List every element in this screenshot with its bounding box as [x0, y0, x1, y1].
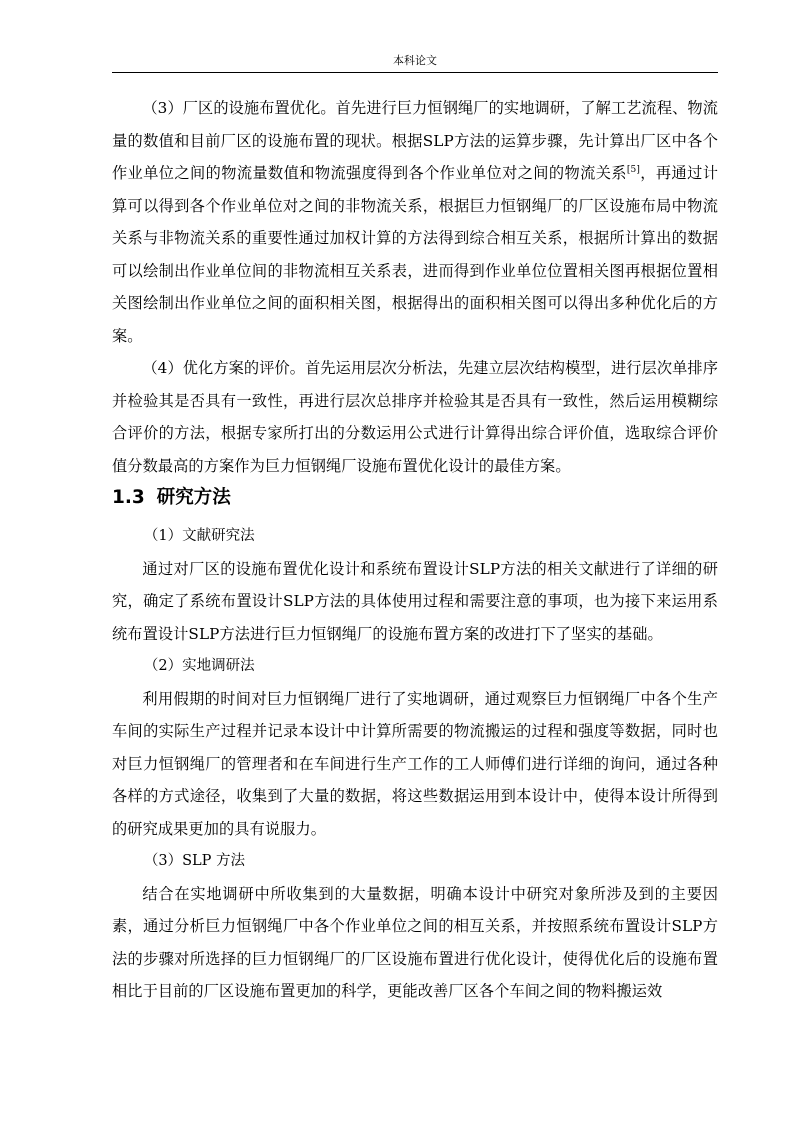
page-body	[112, 92, 718, 1008]
method-text: 结合在实地调研中所收集到的大量数据，明确本设计中研究对象所涉及到的主要因素，通过分析巨力恒钢绳厂中各个作业单位之间的相互关系，并按照系统布置设计SLP方法的步骤对所选择的巨力恒钢绳厂的厂区设施布置进行优化设计，使得优化后的设施布置相比于目前的厂区设施布置更加的科学，更能改善厂区各个车间之间的物料搬运效	[112, 884, 718, 1000]
paragraph-text: （3）厂区的设施布置优化。首先进行巨力恒钢绳厂的实地调研，了解工艺流程、物流量的数值和目前厂区的设施布置的现状。根据SLP方法的运算步骤，先计算出厂区中各个作业单位之间的物流量数值和物流强度得到各个作业单位对之间的物流关系	[112, 99, 718, 182]
method-text: 利用假期的时间对巨力恒钢绳厂进行了实地调研，通过观察巨力恒钢绳厂中各个生产车间的实际生产过程并记录本设计中计算所需要的物流搬运的过程和强度等数据，同时也对巨力恒钢绳厂的管理者和在车间进行生产工作的工人师傅们进行详细的询问，通过各种各样的方式途径，收集到了大量的数据，将这些数据运用到本设计中，使得本设计所得到的研究成果更加的具有说服力。	[112, 689, 718, 838]
paragraph-text-continued: ，再通过计算可以得到各个作业单位对之间的非物流关系，根据巨力恒钢绳厂的厂区设施布局中物流关系与非物流关系的重要性通过加权计算的方法得到综合相互关系，根据所计算出的数据可以绘制出作业单位间的非物流相互关系表，进而得到作业单位位置相关图再根据位置相关图绘制出作业单位之间的面积相关图，根据得出的面积相关图可以得出多种优化后的方案。	[112, 164, 719, 345]
running-header: 本科论文	[393, 54, 437, 67]
header-rule	[112, 72, 718, 73]
method-text: 通过对厂区的设施布置优化设计和系统布置设计SLP方法的相关文献进行了详细的研究，确定了系统布置设计SLP方法的具体使用过程和需要注意的事项，也为接下来运用系统布置设计SLP方法进行巨力恒钢绳厂的设施布置方案的改进打下了坚实的基础。	[112, 559, 718, 643]
section-heading	[112, 482, 718, 520]
citation-ref: [5]	[626, 165, 640, 175]
method-heading: （2）实地调研法	[143, 658, 255, 674]
paragraph-facility-optimization	[112, 92, 718, 352]
method-heading: （1）文献研究法	[143, 528, 255, 544]
method-heading: （3）SLP 方法	[143, 853, 246, 869]
section-number: 1.3	[112, 487, 145, 508]
section-title: 研究方法	[156, 487, 231, 508]
paragraph-scheme-evaluation: （4）优化方案的评价。首先运用层次分析法，先建立层次结构模型，进行层次单排序并检验其是否具有一致性，再进行层次总排序并检验其是否具有一致性，然后运用模糊综合评价的方法，根据专家所打出的分数运用公式进行计算得出综合评价值，选取综合评价值分数最高的方案作为巨力恒钢绳厂设施布置优化设计的最佳方案。	[112, 359, 718, 475]
